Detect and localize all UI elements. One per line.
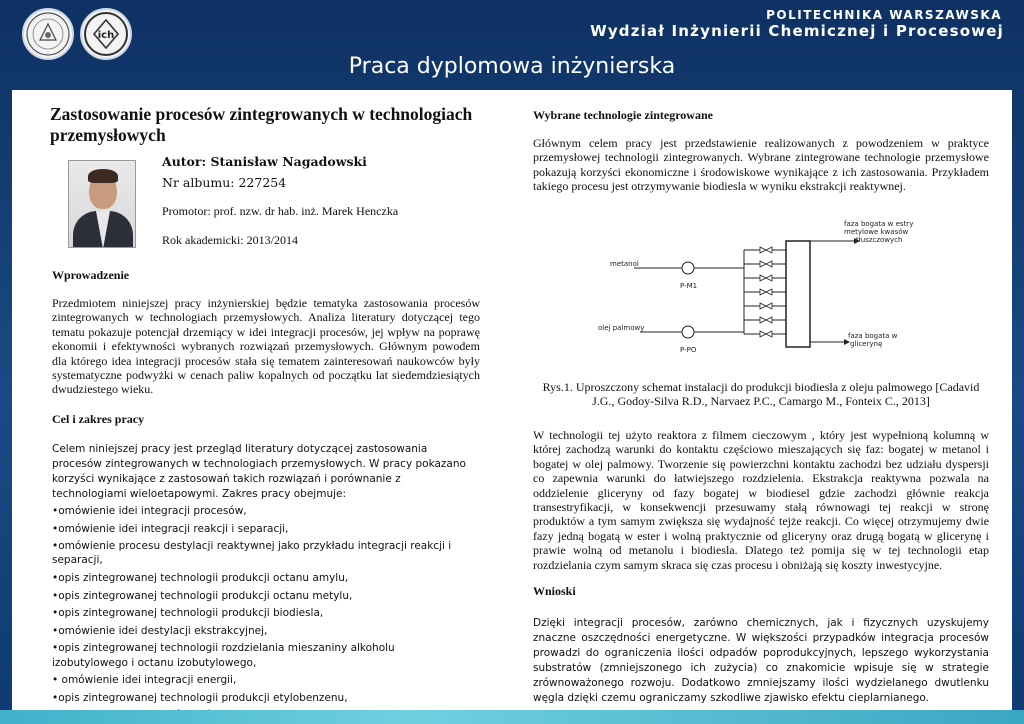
top-output-label-3: tłuszczowych: [856, 236, 903, 244]
content-panel: [12, 90, 1012, 710]
document-type-title: Praca dyplomowa inżynierska: [348, 54, 676, 79]
list-item: • omówienie idei integracji energii,: [52, 674, 237, 687]
album-number: Nr albumu: 227254: [162, 175, 287, 190]
list-item: •opis zintegrowanej technologii produkcji octanu metylu,: [52, 589, 353, 602]
university-seal-logo: [22, 8, 74, 60]
selected-text: Głównym celem pracy jest przedstawienie realizowanych z powodzeniem w praktyce przemysłowej technologii zintegrowanych. Wybrane zintegrowane technologie przemysłowe pokazują korzyści ekonomiczne i środowiskowe wynikające z ich zastosowania. Przykładem takiego procesu jest otrzymywanie biodiesla w wyniku ekstrakcji reaktywnej.: [533, 136, 989, 194]
goal-list: [52, 504, 472, 724]
palm-oil-label: olej palmowy: [598, 324, 645, 332]
author-photo: [68, 160, 136, 248]
top-output-label-1: faza bogata w estry: [844, 220, 914, 228]
figure-caption: Rys.1. Uproszczony schemat instalacji do produkcji biodiesla z oleju palmowego [Cadavid J.G., Godoy-Silva R.D., Narvaez P.C., Camargo M., Fonteix C., 2013]: [542, 380, 980, 409]
list-item: •omówienie idei integracji reakcji i separacji,: [52, 522, 289, 535]
list-item: •opis zintegrowanej technologii rozdzielania mieszaniny alkoholu izobutylowego i octanu izobutylowego,: [52, 642, 395, 669]
list-item: •opis zintegrowanej technologii produkcji octanu amylu,: [52, 571, 349, 584]
university-name: POLITECHNIKA WARSZAWSKA: [766, 8, 1002, 22]
methanol-label: metanol: [610, 260, 639, 268]
footer-strip: [0, 710, 1024, 724]
intro-text: Przedmiotem niniejszej pracy inżynierskiej będzie tematyka zastosowania procesów zintegrowanych w technologiach przemysłowych. Analiza literatury dotyczącej tego tematu pokazuje potencjał drzemiący w idei integracji procesów, jej wpływ na poprawę ekonomii i efektywności wybranych rozwiązań przemysłowych. Głównym powodem dla którego idea integracji procesów stała się tematem zainteresowań naukowców były systematyczne podwyżki w cenach paliw kopalnych od początku lat siedemdziesiątych dwudziestego wieku.: [52, 296, 480, 397]
header: [0, 0, 1024, 90]
thesis-meta: [162, 154, 502, 248]
promotor: Promotor: prof. nzw. dr hab. inż. Marek Henczka: [162, 204, 399, 218]
faculty-logo: [80, 8, 132, 60]
author-name: Autor: Stanisław Nagadowski: [162, 154, 367, 169]
top-output-label-2: metylowe kwasów: [844, 228, 909, 236]
bottom-output-label-2: glicerynę: [850, 340, 883, 348]
reactor-text: W technologii tej użyto reaktora z filmem cieczowym , który jest wypełnioną kolumną w której zachodzą warunki do kontaktu częściowo mieszających się faz: bogatej w metanol i bogatej w olej palmowy. Tworzenie się powierzchni kontaktu zachodzi bez udziału dyspersji co zapewnia warunki do łatwiejszego rozdzielenia. Ekstrakcja reaktywna pozwala na oddzielenie gliceryny od fazy bogatej w biodiesel gdzie zachodzi głównie reakcja transestryfikacji, w konsekwencji przesuwamy stałą równowagi tej reakcji w stronę produktów a tym samym zwiększa się wydajność tejże reakcji. Co więcej otrzymujemy dwie fazy jedną bogatą w ester i wolną praktycznie od gliceryny oraz drugą bogatą w glicerynę i prawie wolną od metanolu i biodiesla. Dlatego też pomija się w tej technologii etap rozdzielania czym samym skraca się czas procesu i obniżają się koszty inwestycyjne.: [533, 428, 989, 572]
list-item: •omówienie idei destylacji ekstrakcyjnej,: [52, 624, 268, 637]
reactor-column: [786, 241, 810, 347]
goal-heading: Cel i zakres pracy: [52, 412, 145, 426]
conclusions-heading: Wnioski: [533, 584, 576, 598]
intro-heading: Wprowadzenie: [52, 268, 130, 282]
goal-text: Celem niniejszej pracy jest przegląd literatury dotyczącej zastosowania procesów zintegrowanych w technologiach przemysłowych. W pracy pokazano korzyści wynikające z zastosowań takich rozwiązań i porównanie z technologiami wieloetapowymi. Zakres pracy obejmuje:: [52, 443, 466, 500]
left-column: [50, 104, 490, 146]
pump-1-label: P-M1: [680, 282, 698, 290]
pump-2-label: P-PO: [680, 346, 697, 354]
selected-heading: Wybrane technologie zintegrowane: [533, 108, 713, 122]
list-item: •omówienie procesu destylacji reaktywnej jako przykładu integracji reakcji i separacji,: [52, 540, 452, 567]
list-item: •opis zintegrowanej technologii produkcji etylobenzenu,: [52, 691, 348, 704]
thesis-title: Zastosowanie procesów zintegrowanych w technologiach przemysłowych: [50, 104, 473, 145]
process-diagram: [594, 214, 954, 369]
academic-year: Rok akademicki: 2013/2014: [162, 233, 298, 247]
bottom-output-label-1: faza bogata w: [848, 332, 898, 340]
list-item: •omówienie idei integracji procesów,: [52, 505, 247, 517]
conclusions-text: Dzięki integracji procesów, zarówno chemicznych, jak i fizycznych uzyskujemy znaczne oszczędności energetyczne. W większości przypadków integracja procesów prowadzi do ograniczenia ilości odpadów poprodukcyjnych, lepszego wykorzystania substratów (zmniejszonego ich zużycia) co znakomicie wpisuje się w strategie zrównoważonego rozwoju. Dodatkowo zmniejszamy ilości wydzielanego dwutlenku węgla dzięki czemu ograniczamy szkodliwe zjawisko efektu cieplarnianego.: [533, 617, 989, 704]
faculty-name: Wydział Inżynierii Chemicznej i Procesowej: [590, 22, 1004, 40]
list-item: •opis zintegrowanej technologii produkcji biodiesla,: [52, 607, 324, 620]
svg-text:ich: ich: [97, 30, 115, 41]
